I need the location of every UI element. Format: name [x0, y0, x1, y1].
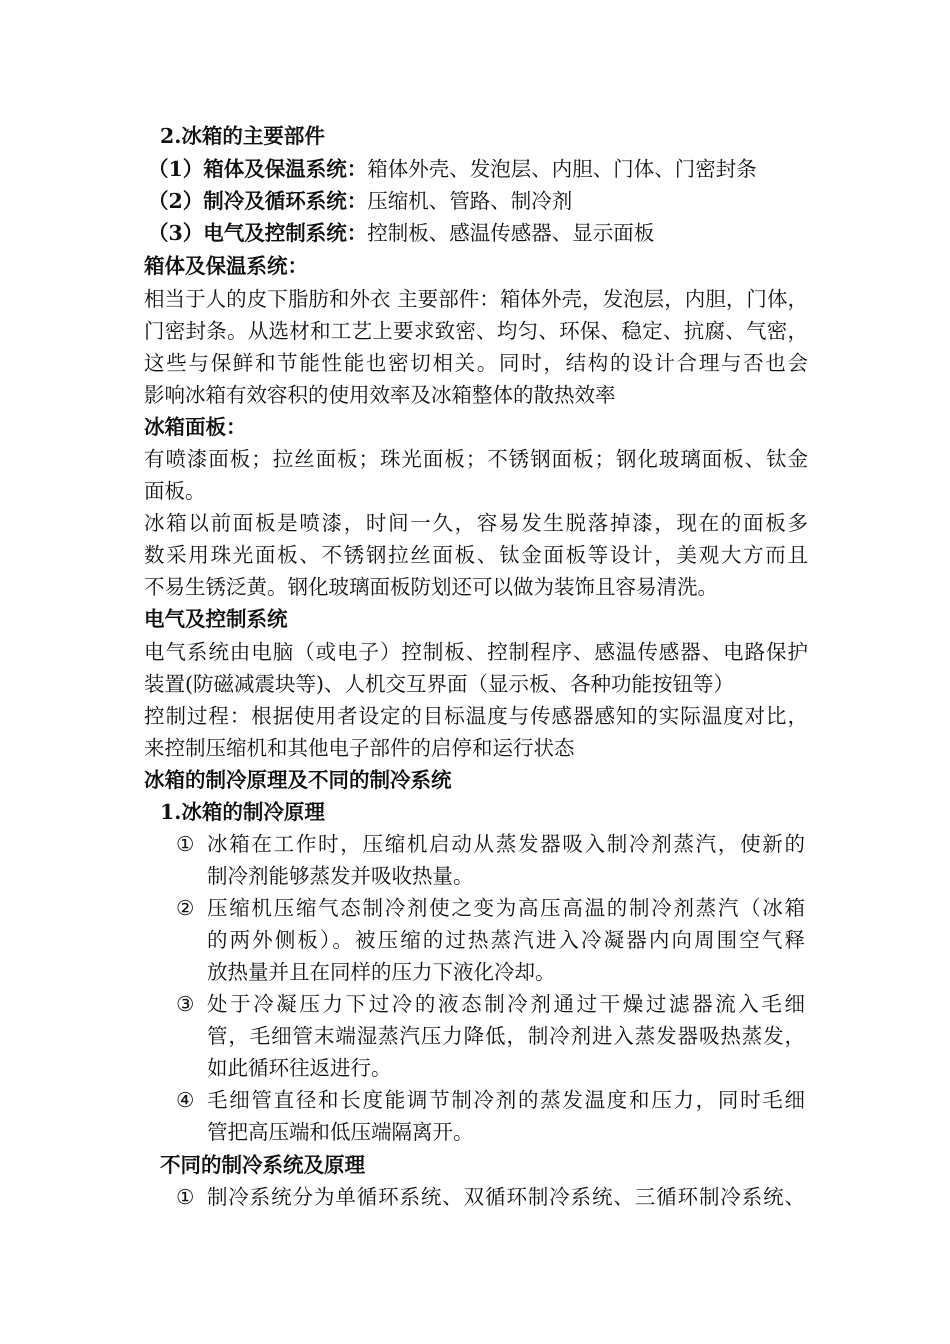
parts-item-label: （1）箱体及保温系统：: [148, 157, 368, 181]
paragraph-line: 门密封条。从选材和工艺上要求致密、均匀、环保、稳定、抗腐、气密，: [144, 319, 808, 343]
parts-item-text: 控制板、感温传感器、显示面板: [367, 221, 655, 245]
parts-item: [148, 153, 757, 185]
paragraph-line: 影响冰箱有效容积的使用效率及冰箱整体的散热效率: [144, 383, 616, 407]
section-heading: 箱体及保温系统：: [144, 254, 308, 278]
list-item-line: 制冷系统分为单循环系统、双循环制冷系统、三循环制冷系统、: [207, 1185, 805, 1209]
paragraph-line: 控制过程：根据使用者设定的目标温度与传感器感知的实际温度对比，: [144, 704, 808, 728]
section-heading: 冰箱的制冷原理及不同的制冷系统: [144, 768, 452, 792]
paragraph-line: 装置(防磁减震块等)、人机交互界面（显示板、各种功能按钮等）: [144, 672, 734, 696]
paragraph-line: 有喷漆面板；拉丝面板；珠光面板；不锈钢面板；钢化玻璃面板、钛金: [144, 447, 808, 471]
list-item-line: 压缩机压缩气态制冷剂使之变为高压高温的制冷剂蒸汽（冰箱: [207, 896, 805, 920]
list-item-line: 如此循环往返进行。: [207, 1056, 392, 1080]
list-item-line: 放热量并且在同样的压力下液化冷却。: [207, 960, 556, 984]
section-heading: 2.冰箱的主要部件: [160, 124, 325, 148]
list-item-line: 冰箱在工作时，压缩机启动从蒸发器吸入制冷剂蒸汽，使新的: [207, 832, 805, 856]
list-item-line: 管，毛细管末端湿蒸汽压力降低，制冷剂进入蒸发器吸热蒸发，: [207, 1024, 805, 1048]
section-heading: 电气及控制系统: [144, 607, 288, 631]
paragraph-line: 相当于人的皮下脂肪和外衣 主要部件：箱体外壳，发泡层，内胆，门体，: [144, 287, 808, 311]
list-item-line: 管把高压端和低压端隔离开。: [207, 1120, 474, 1144]
list-number: ③: [176, 992, 195, 1016]
list-number: ②: [176, 896, 195, 920]
parts-item: [148, 217, 654, 249]
parts-item-text: 箱体外壳、发泡层、内胆、门体、门密封条: [367, 157, 757, 181]
paragraph-line: 电气系统由电脑（或电子）控制板、控制程序、感温传感器、电路保护: [144, 640, 808, 664]
parts-item-label: （3）电气及控制系统：: [148, 221, 368, 245]
list-item-line: 制冷剂能够蒸发并吸收热量。: [207, 864, 474, 888]
paragraph-line: 来控制压缩机和其他电子部件的启停和运行状态: [144, 736, 575, 760]
paragraph-line: 面板。: [144, 479, 206, 503]
parts-item-text: 压缩机、管路、制冷剂: [367, 189, 573, 213]
paragraph-line: 数采用珠光面板、不锈钢拉丝面板、钛金面板等设计，美观大方而且: [144, 543, 808, 567]
list-item-line: 毛细管直径和长度能调节制冷剂的蒸发温度和压力，同时毛细: [207, 1088, 805, 1112]
section-subheading: 1.冰箱的制冷原理: [160, 800, 325, 824]
paragraph-line: 冰箱以前面板是喷漆，时间一久，容易发生脱落掉漆，现在的面板多: [144, 511, 808, 535]
list-number: ①: [176, 1185, 195, 1209]
paragraph-line: 不易生锈泛黄。钢化玻璃面板防划还可以做为装饰且容易清洗。: [144, 575, 718, 599]
section-subheading: 不同的制冷系统及原理: [160, 1153, 365, 1177]
paragraph-line: 这些与保鲜和节能性能也密切相关。同时，结构的设计合理与否也会: [144, 351, 808, 375]
list-item-line: 的两外侧板）。被压缩的过热蒸汽进入冷凝器内向周围空气释: [207, 928, 805, 952]
list-item-line: 处于冷凝压力下过冷的液态制冷剂通过干燥过滤器流入毛细: [207, 992, 805, 1016]
parts-item-label: （2）制冷及循环系统：: [148, 189, 368, 213]
parts-item: [148, 185, 572, 217]
list-number: ④: [176, 1088, 195, 1112]
section-heading: 冰箱面板：: [144, 415, 247, 439]
list-number: ①: [176, 832, 195, 856]
